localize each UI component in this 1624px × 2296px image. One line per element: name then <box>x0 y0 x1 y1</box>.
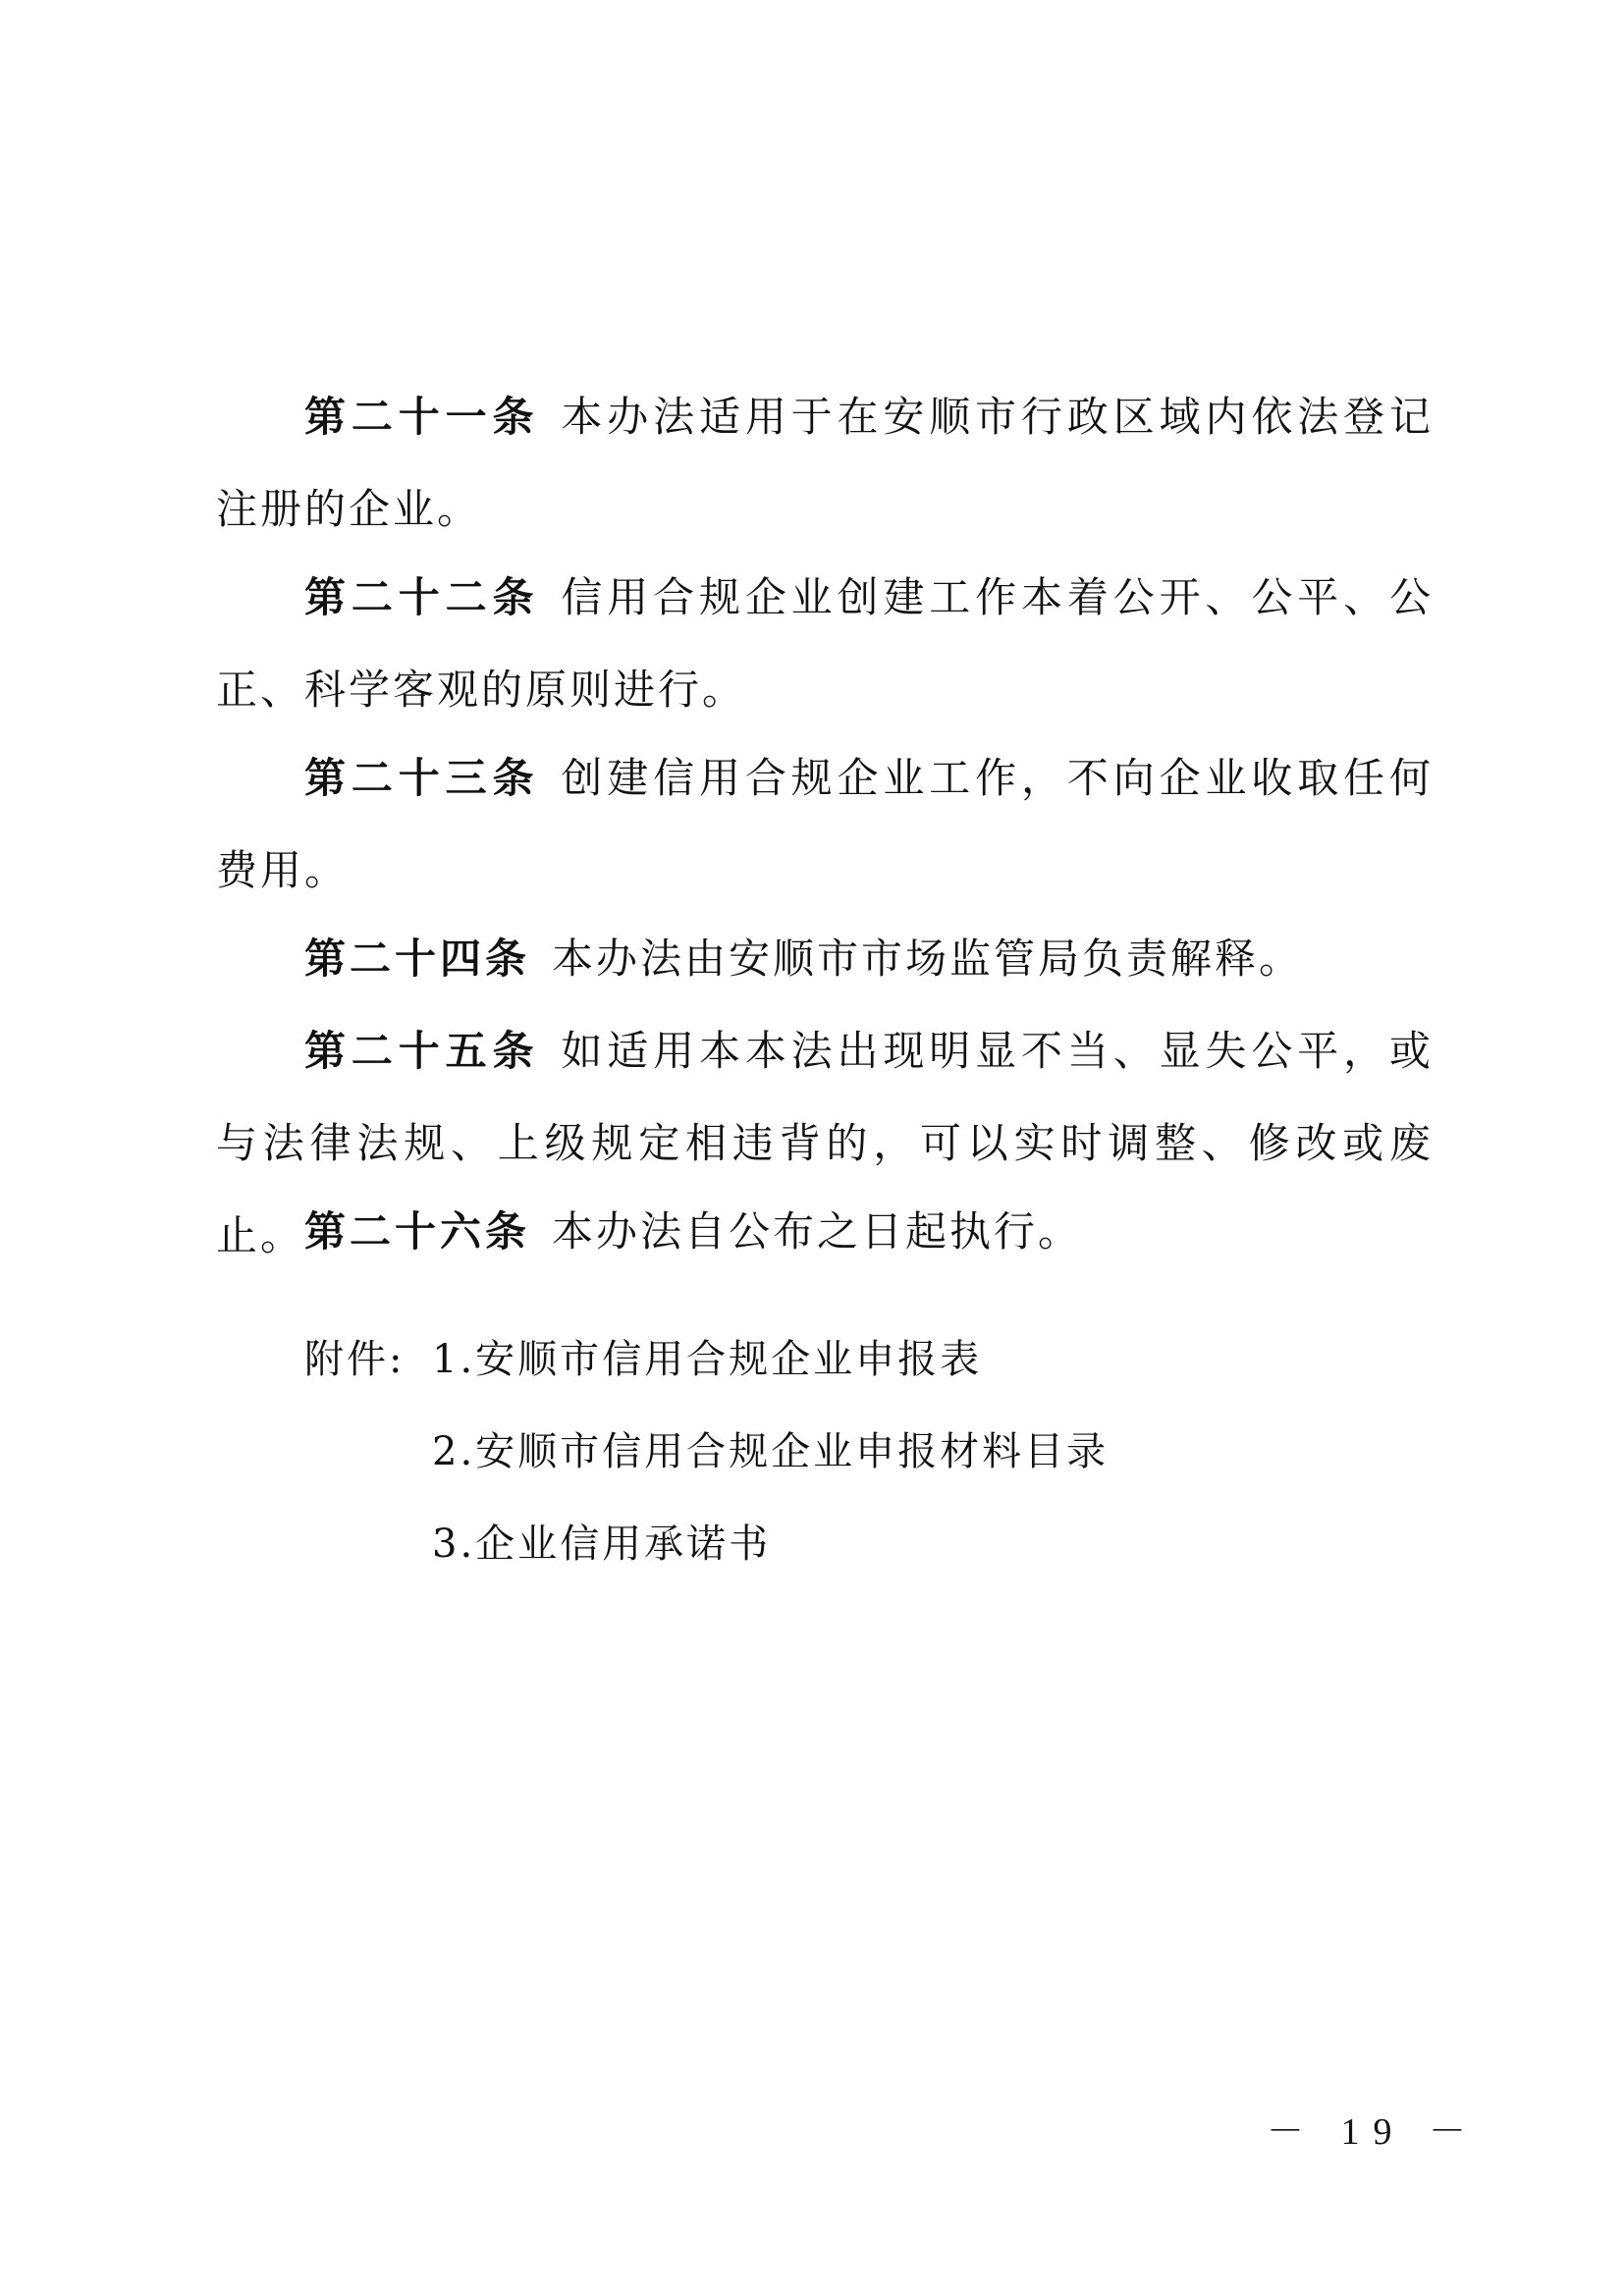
article-number: 第二十一条 <box>304 393 540 441</box>
attachment-label: 附件: <box>304 1337 406 1382</box>
attachment-item-1 <box>304 1313 982 1406</box>
article-21 <box>216 371 1434 556</box>
article-text: 本办法由安顺市市场监管局负责解释。 <box>552 934 1304 983</box>
article-24 <box>216 913 1434 1005</box>
article-number: 第二十二条 <box>304 573 540 621</box>
article-23 <box>216 732 1434 917</box>
article-number: 第二十四条 <box>304 934 531 983</box>
attachment-text: 2.安顺市信用合规企业申报材料目录 <box>432 1429 1110 1474</box>
attachment-text: 1.安顺市信用合规企业申报表 <box>432 1337 983 1382</box>
article-text: 创建信用合规企业工作，不向企业收取任何费用。 <box>216 754 1434 894</box>
page-number: － 19 － <box>1267 2111 1481 2153</box>
article-number: 第二十五条 <box>304 1027 540 1075</box>
article-number: 第二十六条 <box>304 1207 531 1255</box>
article-text: 信用合规企业创建工作本着公开、公平、公正、科学客观的原则进行。 <box>216 573 1434 714</box>
article-text: 本办法适用于在安顺市行政区域内依法登记注册的企业。 <box>216 393 1434 533</box>
article-text: 如适用本本法出现明显不当、显失公平，或与法律法规、上级规定相违背的，可以实时调整、修改或废止。 <box>216 1027 1434 1259</box>
attachment-text: 3.企业信用承诺书 <box>432 1522 772 1567</box>
article-22 <box>216 552 1434 736</box>
attachment-item-2 <box>432 1406 1109 1498</box>
article-26 <box>216 1186 1434 1278</box>
article-text: 本办法自公布之日起执行。 <box>552 1207 1083 1255</box>
attachment-item-3 <box>432 1498 771 1590</box>
article-number: 第二十三条 <box>304 754 540 802</box>
